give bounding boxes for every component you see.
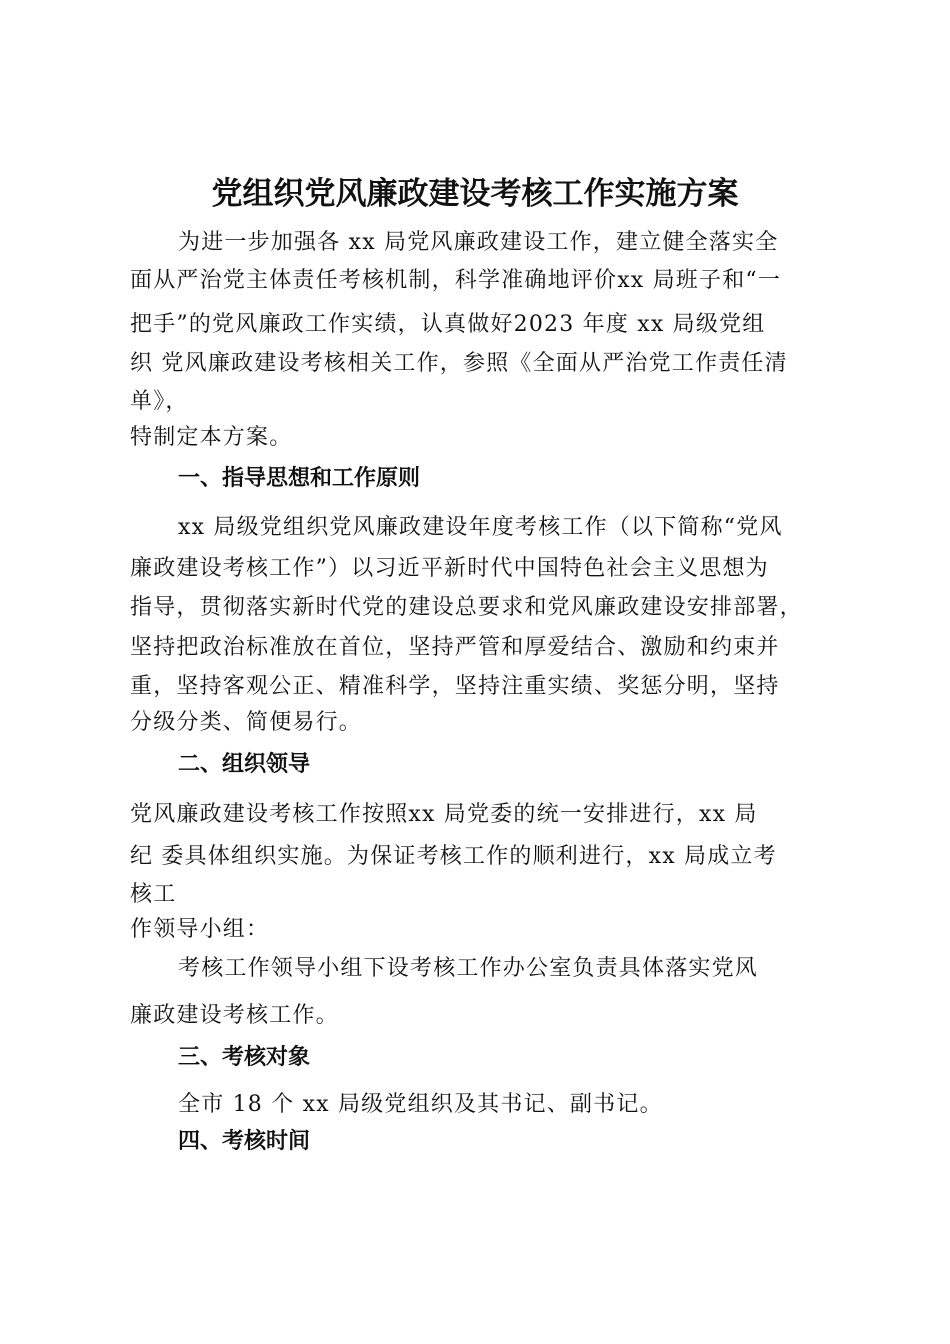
section1-line: 廉政建设考核工作”）以习近平新时代中国特色社会主义思想为 [130,556,769,581]
section1-line: 重，坚持客观公正、精准科学，坚持注重实绩、奖惩分明，坚持 [130,674,780,699]
section-heading-2: 二、组织领导 [178,752,311,777]
intro-line: 单》， [130,389,189,414]
intro-line: 织 党风廉政建设考核相关工作，参照《全面从严治党工作责任清 [130,351,788,376]
section2-line: 核工 [130,882,177,907]
section2-para2-line: 廉政建设考核工作。 [130,1003,339,1028]
section1-line: 分级分类、简便易行。 [130,710,363,735]
intro-line: 为进一步加强各 xx 局党风廉政建设工作，建立健全落实全 [178,230,779,255]
section2-line: 纪 委具体组织实施。为保证考核工作的顺利进行，xx 局成立考 [130,844,777,869]
document-title: 党组织党风廉政建设考核工作实施方案 [211,176,739,212]
section-heading-4: 四、考核时间 [178,1129,311,1154]
intro-line: 面从严治党主体责任考核机制，科学准确地评价xx 局班子和“一 [130,268,782,293]
section-heading-3: 三、考核对象 [178,1045,311,1070]
section1-line: xx 局级党组织党风廉政建设年度考核工作（以下简称“党风 [178,515,783,540]
section-heading-1: 一、指导思想和工作原则 [178,466,421,491]
section2-para2-line: 考核工作领导小组下设考核工作办公室负责具体落实党风 [178,956,759,981]
section3-line: 全市 18 个 xx 局级党组织及其书记、副书记。 [178,1092,663,1117]
section1-line: 指导，贯彻落实新时代党的建设总要求和党风廉政建设安排部署， [130,595,803,620]
intro-line: 特制定本方案。 [130,425,293,450]
section2-line: 党风廉政建设考核工作按照xx 局党委的统一安排进行，xx 局 [130,802,758,827]
section2-line: 作领导小组： [130,917,270,942]
intro-line: 把手”的党风廉政工作实绩，认真做好2023 年度 xx 局级党组 [130,312,766,337]
section1-line: 坚持把政治标准放在首位，坚持严管和厚爱结合、激励和约束并 [130,635,780,660]
